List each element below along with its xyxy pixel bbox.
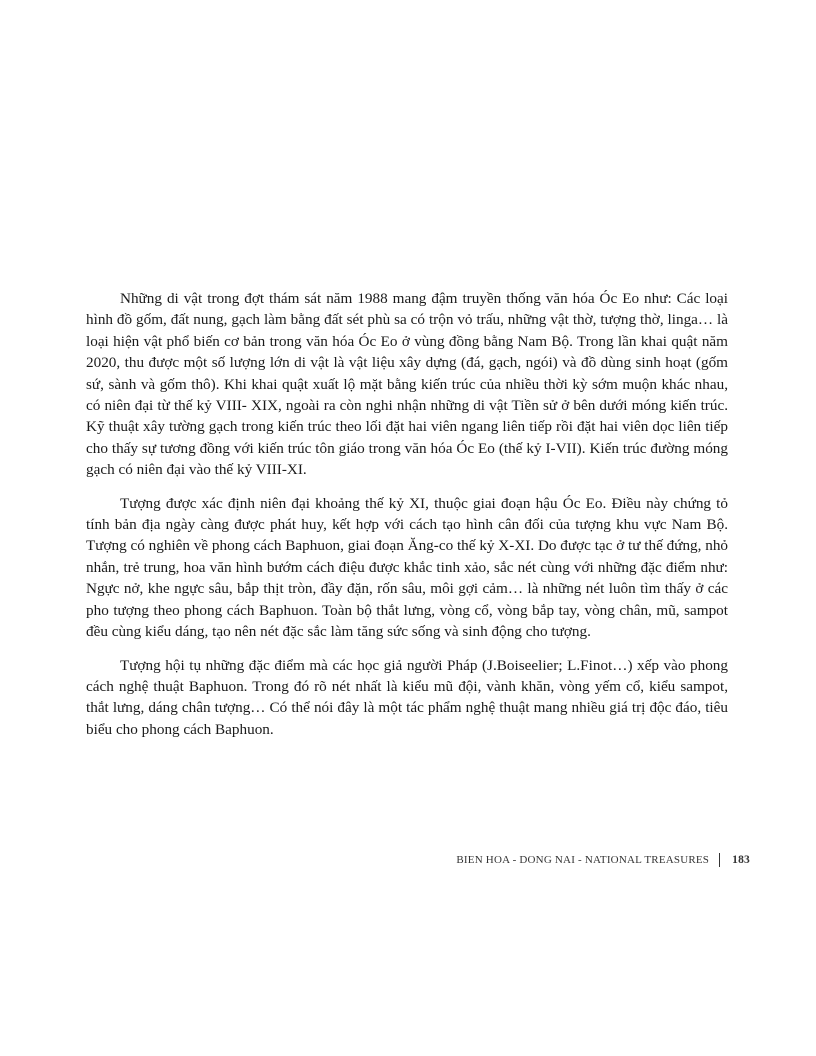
- page-number: 183: [732, 854, 750, 866]
- paragraph-2: Tượng được xác định niên đại khoảng thế kỷ XI, thuộc giai đoạn hậu Óc Eo. Điều này chứng tỏ tính bản địa ngày càng được phát huy, kết hợp với cách tạo hình cân đối của tượng khu vực Nam Bộ. Tượng có nghiên về phong cách Baphuon, giai đoạn Ăng-co thế kỷ X-XI. Do được tạc ở tư thế đứng, nhỏ nhắn, trẻ trung, hoa văn hình bướm cách điệu được khắc tinh xảo, sắc nét cùng với những đặc điểm như: Ngực nở, khe ngực sâu, bắp thịt tròn, đầy đặn, rốn sâu, môi gợi cảm… là những nét luôn tìm thấy ở các pho tượng theo phong cách Baphuon. Toàn bộ thắt lưng, vòng cổ, vòng bắp tay, vòng chân, mũ, sampot đều cùng kiểu dáng, tạo nên nét đặc sắc làm tăng sức sống và sinh động cho tượng.: [86, 494, 729, 641]
- paragraph-3: Tượng hội tụ những đặc điểm mà các học giả người Pháp (J.Boiseelier; L.Finot…) xếp vào phong cách nghệ thuật Baphuon. Trong đó rõ nét nhất là kiểu mũ đội, vành khăn, vòng yếm cổ, kiểu sampot, thắt lưng, dáng chân tượng… Có thể nói đây là một tác phẩm nghệ thuật mang nhiều giá trị độc đáo, tiêu biểu cho phong cách Baphuon.: [86, 656, 728, 738]
- page-footer: [456, 853, 750, 867]
- body-text: [86, 288, 728, 752]
- running-title: BIEN HOA - DONG NAI - NATIONAL TREASURES: [456, 854, 710, 866]
- footer-divider: [719, 853, 720, 867]
- paragraph-1: Những di vật trong đợt thám sát năm 1988 mang đậm truyền thống văn hóa Óc Eo như: Các loại hình đồ gốm, đất nung, gạch làm bằng đất sét phù sa có trộn vỏ trấu, những vật thờ, tượng thờ, linga… là loại hiện vật phổ biến cơ bản trong văn hóa Óc Eo ở vùng đồng bằng Nam Bộ. Trong lần khai quật năm 2020, thu được một số lượng lớn di vật là vật liệu xây dựng (đá, gạch, ngói) và đồ dùng sinh hoạt (gốm sứ, sành và gốm thô). Khi khai quật xuất lộ mặt bằng kiến trúc của nhiều thời kỳ sớm muộn khác nhau, có niên đại từ thế kỷ VIII- XIX, ngoài ra còn nghi nhận những di vật Tiền sử ở bên dưới móng kiến trúc. Kỹ thuật xây tường gạch trong kiến trúc theo lối đặt hai viên ngang liên tiếp rồi đặt hai viên dọc liên tiếp cho thấy sự tương đồng với kiến trúc tôn giáo trong văn hóa Óc Eo (thế kỷ I-VII). Kiến trúc đường móng gạch có niên đại vào thế kỷ VIII-XI.: [86, 290, 728, 479]
